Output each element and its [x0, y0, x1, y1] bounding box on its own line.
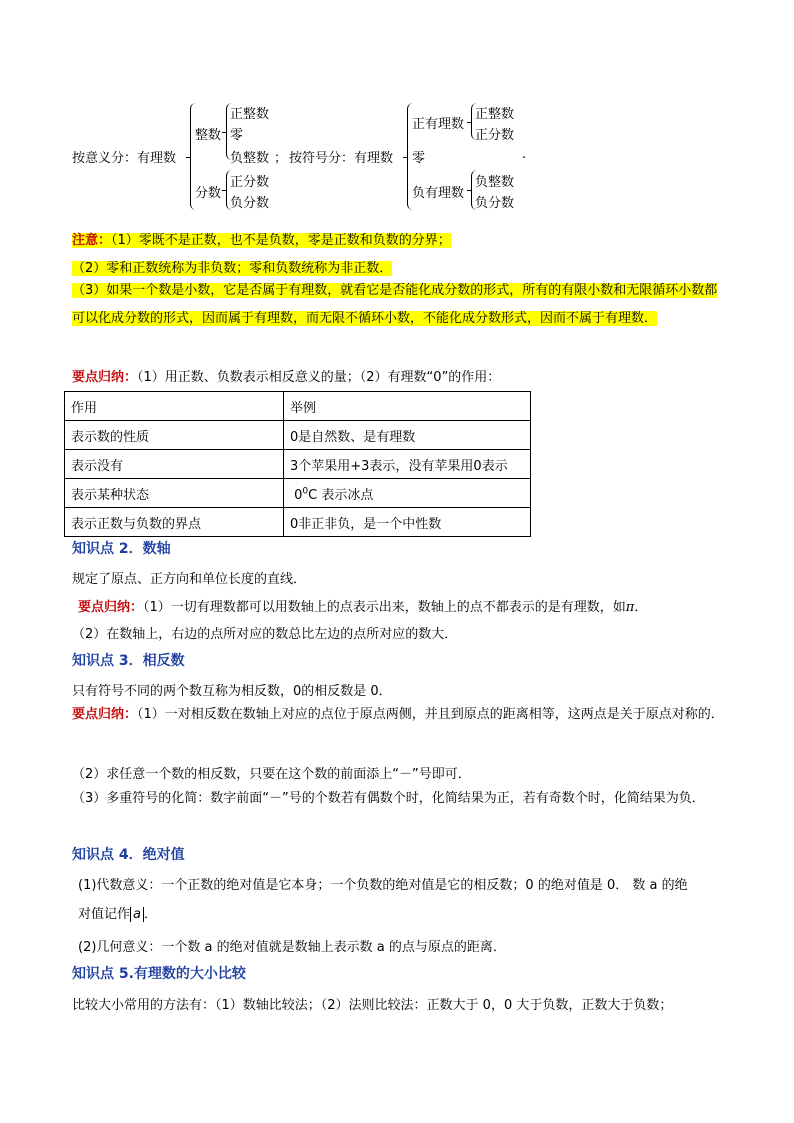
table-cell-temperature [284, 479, 531, 508]
kp3-summary-2: （2）求任意一个数的相反数，只要在这个数的前面添上“－”号即可． [72, 767, 471, 782]
note-label: 注意： [72, 233, 112, 248]
negative-integer-label: 负整数 [230, 151, 270, 166]
kp3-summary-1 [72, 701, 728, 729]
summary-text: （1）用正数、负数表示相反意义的量；（2）有理数“0”的作用： [137, 370, 501, 385]
kp5-text: 比较大小常用的方法有：（1）数轴比较法；（2）法则比较法：正数大于 0，0 大于负数，正数大于负数； [72, 998, 673, 1013]
note-2 [72, 257, 392, 276]
table-cell: 表示某种状态 [65, 479, 284, 508]
summary-label: 要点归纳： [78, 600, 144, 615]
end-period: . [522, 147, 527, 162]
kp3-title: 知识点 3．相反数 [72, 653, 185, 669]
kp5-title: 知识点 5.有理数的大小比较 [72, 966, 246, 982]
kp4-algebraic-1: (1)代数意义：一个正数的绝对值是它本身；一个负数的绝对值是它的相反数；0 的绝对值是 0． 数 a 的绝 [78, 878, 688, 893]
kp2-s1-text: （1）一切有理数都可以用数轴上的点表示出来，数轴上的点不都表示的是有理数，如 [143, 600, 626, 615]
note-3-text: （3）如果一个数是小数，它是否属于有理数，就看它是否能化成分数的形式，所有的有限小数和无限循环小数都可以化成分数的形式，因而属于有理数，而无限不循环小数，不能化成分数形式，因而不属于有理数． [72, 283, 718, 326]
positive-fraction-label-2: 正分数 [475, 128, 515, 143]
table-row [65, 508, 531, 537]
kp3-definition: 只有符号不同的两个数互称为相反数，0的相反数是 0． [72, 684, 392, 699]
table-cell: 表示没有 [65, 450, 284, 479]
kp3-summary-3: （3）多重符号的化简：数字前面“－”号的个数若有偶数个时，化简结果为正，若有奇数个时，化简结果为负． [72, 791, 705, 806]
zero-label: 零 [230, 128, 244, 143]
integer-label: 整数 [195, 128, 222, 143]
fraction-label: 分数 [195, 186, 222, 201]
positive-integer-label-2: 正整数 [475, 107, 515, 122]
zero-label-2: 零 [412, 151, 426, 166]
note-1 [72, 229, 451, 248]
note-3 [72, 277, 728, 333]
table-cell: 表示正数与负数的界点 [65, 508, 284, 537]
negative-fraction-label: 负分数 [230, 196, 270, 211]
table-row [65, 421, 531, 450]
table-cell: 3个苹果用+3表示，没有苹果用0表示 [284, 450, 531, 479]
summary-label: 要点归纳： [72, 370, 138, 385]
kp2-definition: 规定了原点、正方向和单位长度的直线． [72, 572, 307, 587]
kp4-s1-end: ． [143, 907, 157, 922]
kp1-summary [72, 366, 500, 385]
kp3-s1-text: （1）一对相反数在数轴上对应的点位于原点两侧，并且到原点的距离相等，这两点是关于原点对称的． [137, 707, 724, 722]
summary-label: 要点归纳： [72, 707, 138, 722]
kp2-s1-end: ． [634, 600, 648, 615]
table-header-cell: 举例 [284, 392, 531, 421]
kp4-title: 知识点 4．绝对值 [72, 847, 185, 863]
positive-integer-label: 正整数 [230, 107, 270, 122]
by-sign-label: 按符号分：有理数 [289, 151, 394, 166]
absolute-value-a: a [130, 907, 144, 922]
temp-base: 0 [294, 487, 303, 503]
positive-rational-label: 正有理数 [412, 117, 465, 132]
zero-function-table [64, 391, 531, 537]
table-row [65, 479, 531, 508]
temp-sup: 0 [302, 486, 309, 497]
kp2-summary-1 [78, 596, 647, 615]
negative-fraction-label-2: 负分数 [475, 196, 515, 211]
table-cell: 表示数的性质 [65, 421, 284, 450]
table-cell: 0是自然数、是有理数 [284, 421, 531, 450]
kp4-s1b: 对值记作 [78, 907, 131, 922]
pi-symbol: π [625, 600, 635, 615]
separator: ； [274, 151, 288, 166]
by-meaning-label: 按意义分：有理数 [72, 151, 177, 166]
negative-integer-label-2: 负整数 [475, 175, 515, 190]
negative-rational-label: 负有理数 [412, 186, 465, 201]
table-row [65, 450, 531, 479]
note-2-text: （2）零和正数统称为非负数；零和负数统称为非正数． [72, 261, 393, 276]
table-header-row [65, 392, 531, 421]
kp2-summary-2: （2）在数轴上，右边的点所对应的数总比左边的点所对应的数大． [72, 627, 458, 642]
temp-rest: C 表示冰点 [308, 487, 374, 503]
kp4-geometric: (2)几何意义：一个数 a 的绝对值就是数轴上表示数 a 的点与原点的距离． [78, 940, 506, 955]
kp4-algebraic-2 [78, 903, 157, 922]
table-cell: 0非正非负，是一个中性数 [284, 508, 531, 537]
table-header-cell: 作用 [65, 392, 284, 421]
kp2-title: 知识点 2．数轴 [72, 541, 171, 557]
positive-fraction-label: 正分数 [230, 175, 270, 190]
note-1-text: （1）零既不是正数，也不是负数，零是正数和负数的分界； [111, 233, 451, 248]
